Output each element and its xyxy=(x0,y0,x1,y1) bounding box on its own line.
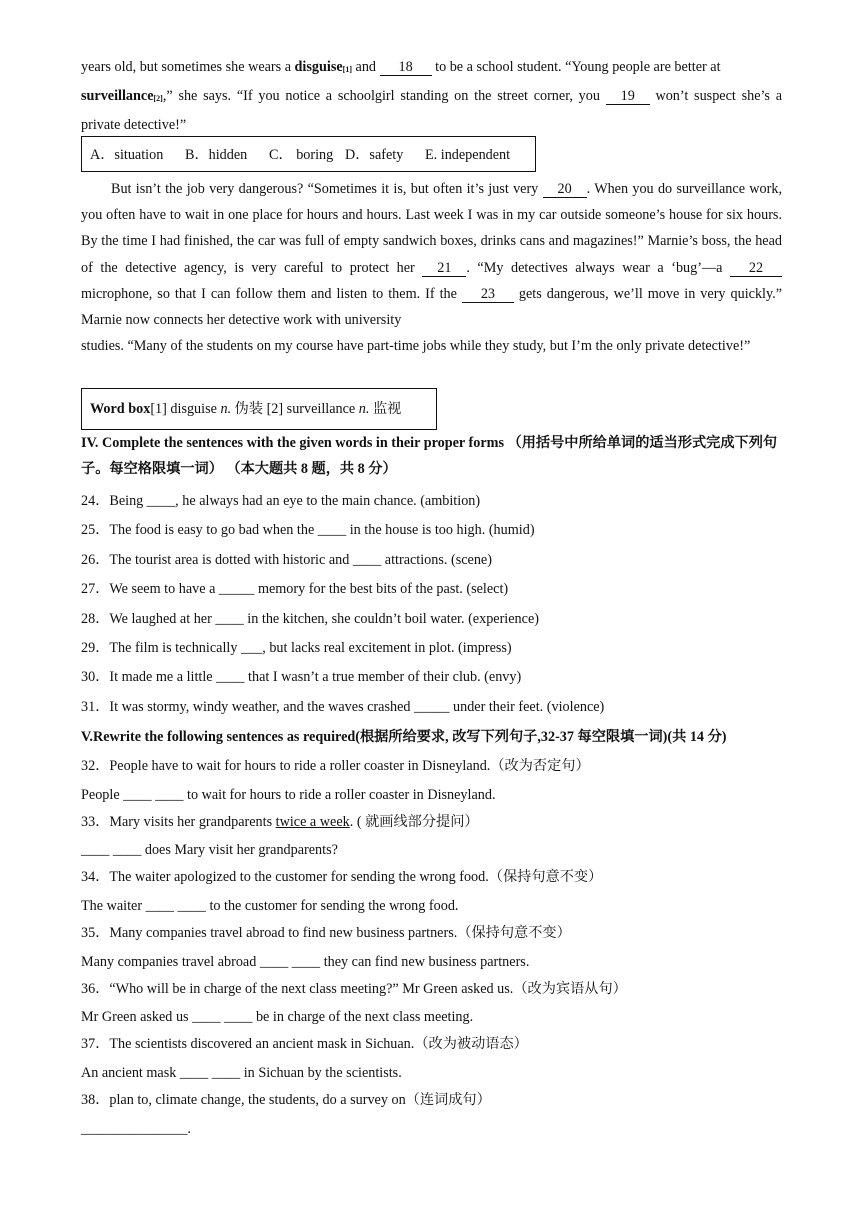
question-28: 28．We laughed at her ____ in the kitchen, she couldn’t boil water. (experience) xyxy=(81,611,539,627)
blank-19[interactable]: 19 xyxy=(606,88,650,105)
question-35: 35．Many companies travel abroad to find new business partners.（保持句意不变） xyxy=(81,925,571,941)
underlined-phrase: twice a week xyxy=(275,814,350,830)
question-29: 29．The film is technically ___, but lacks real excitement in plot. (impress) xyxy=(81,640,512,656)
blank-23[interactable]: 23 xyxy=(462,286,514,303)
question-38: 38．plan to, climate change, the students, do a survey on（连词成句） xyxy=(81,1092,491,1108)
answer-36[interactable]: Mr Green asked us ____ ____ be in charge of the next class meeting. xyxy=(81,1009,474,1025)
question-30: 30．It made me a little ____ that I wasn’t a true member of their club. (envy) xyxy=(81,669,522,685)
word-box-marker-1: [1] xyxy=(342,65,352,74)
answer-38[interactable]: _______________. xyxy=(81,1121,191,1137)
keyword-disguise: disguise xyxy=(294,59,343,75)
answer-33[interactable]: ____ ____ does Mary visit her grandparents? xyxy=(81,842,338,858)
keyword-surveillance: surveillance xyxy=(81,88,154,105)
question-34: 34．The waiter apologized to the customer for sending the wrong food.（保持句意不变） xyxy=(81,869,603,885)
passage-text: and xyxy=(351,59,380,75)
passage-text: gets dangerous, we’ll move in very quickly.” Marnie now connects her detective work with university xyxy=(81,285,782,329)
option-e: E. independent xyxy=(425,147,511,163)
passage-text: to be a school student. “Young people are better at xyxy=(431,59,721,75)
word-box-entry: [1] disguise xyxy=(150,401,221,417)
answer-32[interactable]: People ____ ____ to wait for hours to ride a roller coaster in Disneyland. xyxy=(81,787,496,803)
question-text: . ( 就画线部分提问） xyxy=(349,814,479,830)
option-a: A．situation xyxy=(90,147,164,163)
question-33 xyxy=(81,812,479,832)
passage-text: . When you do surveillance work, you often have to wait in one place for hours and hours. Last week I was in my car outside someone’s house for six hours. By the time I had finished, the car was full of empty sandwich boxes, drinks cans and magazines!” Marnie’s boss, the head of the detective agency, is very careful to protect her xyxy=(81,181,782,276)
passage-text: . “My detectives always wear a ‘bug’—a xyxy=(466,259,730,276)
word-box-entry: 伪装 [2] surveillance xyxy=(231,401,359,417)
answer-34[interactable]: The waiter ____ ____ to the customer for sending the wrong food. xyxy=(81,898,459,914)
option-b: B．hidden xyxy=(185,147,248,163)
word-box-title: Word box xyxy=(90,401,151,417)
word-box xyxy=(81,388,437,430)
section-4-heading: IV. Complete the sentences with the given words in their proper forms （用括号中所给单词的适当形式完成下列句子。每空格限填一词） （本大题共 8 题，共 8 分） xyxy=(81,435,778,478)
blank-18[interactable]: 18 xyxy=(380,59,432,76)
question-25: 25．The food is easy to go bad when the ____ in the house is too high. (humid) xyxy=(81,522,535,538)
passage-text: ,” she says. “If you notice a schoolgirl standing on the street corner, you xyxy=(162,88,606,105)
word-box-marker-2: [2] xyxy=(153,94,163,104)
passage-text: But isn’t the job very dangerous? “Sometimes it is, but often it’s just very xyxy=(111,181,543,197)
question-37: 37．The scientists discovered an ancient mask in Sichuan.（改为被动语态） xyxy=(81,1036,528,1052)
question-36: 36．“Who will be in charge of the next class meeting?” Mr Green asked us.（改为宾语从句） xyxy=(81,981,627,997)
passage-paragraph-2 xyxy=(81,176,782,333)
word-box-entry: 监视 xyxy=(369,401,402,417)
word-box-pos: n. xyxy=(220,401,232,417)
passage-text: won’t suspect she’s a private detective!” xyxy=(81,88,783,134)
blank-22[interactable]: 22 xyxy=(730,260,782,277)
blank-20[interactable]: 20 xyxy=(543,181,587,198)
question-31: 31．It was stormy, windy weather, and the waves crashed _____ under their feet. (violence) xyxy=(81,699,605,715)
passage-paragraph-2-continued xyxy=(81,333,782,359)
option-d: D．safety xyxy=(345,147,404,163)
question-32: 32．People have to wait for hours to ride a roller coaster in Disneyland.（改为否定句） xyxy=(81,758,590,774)
answer-37[interactable]: An ancient mask ____ ____ in Sichuan by the scientists. xyxy=(81,1065,402,1081)
passage-paragraph-1 xyxy=(81,54,782,139)
answer-35[interactable]: Many companies travel abroad ____ ____ they can find new business partners. xyxy=(81,954,530,970)
passage-text: years old, but sometimes she wears a xyxy=(81,59,295,75)
blank-21[interactable]: 21 xyxy=(422,260,466,277)
passage-text: studies. “Many of the students on my course have part-time jobs while they study, but I’m the only private detective!” xyxy=(81,338,751,354)
question-24: 24．Being ____, he always had an eye to the main chance. (ambition) xyxy=(81,493,481,509)
question-27: 27．We seem to have a _____ memory for the best bits of the past. (select) xyxy=(81,581,509,597)
word-box-pos: n. xyxy=(358,401,370,417)
question-26: 26．The tourist area is dotted with historic and ____ attractions. (scene) xyxy=(81,552,492,568)
option-c: C． boring xyxy=(269,147,334,163)
section-5-heading: V.Rewrite the following sentences as required(根据所给要求, 改写下列句子,32-37 每空限填一词)(共 14 分) xyxy=(81,729,727,745)
passage-text: microphone, so that I can follow them and listen to them. If the xyxy=(81,285,462,302)
question-text: 33．Mary visits her grandparents xyxy=(81,814,276,830)
options-box xyxy=(81,136,536,172)
